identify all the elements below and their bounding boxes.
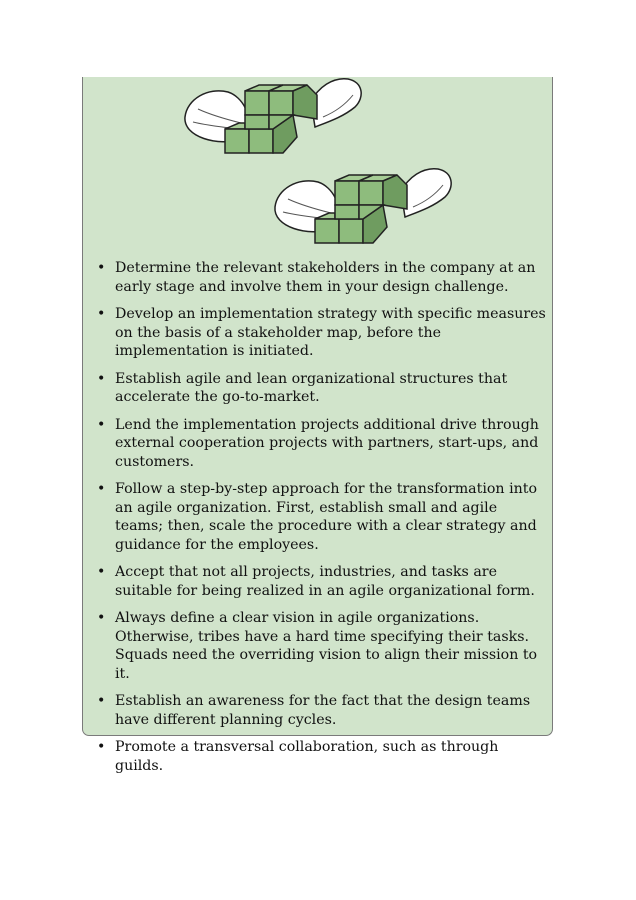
recommendations-list	[97, 259, 549, 784]
bullet-icon: •	[97, 306, 106, 322]
bullet-icon: •	[97, 481, 106, 497]
list-item	[97, 416, 549, 472]
bullet-icon: •	[97, 416, 106, 433]
list-item-text: Promote a transversal collaboration, such as through guilds.	[115, 739, 499, 774]
bullet-icon: •	[97, 370, 106, 387]
list-item-text: Lend the implementation projects additional drive through external cooperation projects with partners, start-ups, and customers.	[115, 416, 539, 470]
list-item	[97, 259, 549, 296]
list-item-text: Determine the relevant stakeholders in the company at an early stage and involve them in your design challenge.	[115, 260, 536, 295]
bullet-icon: •	[97, 610, 106, 626]
bullet-icon: •	[97, 564, 106, 580]
bullet-icon: •	[97, 739, 106, 755]
winged-cube-stack-icon	[275, 169, 451, 243]
list-item-text: Accept that not all projects, industries, and tasks are suitable for being realized in an agile organizational form.	[115, 564, 535, 599]
list-item-text: Establish agile and lean organizational structures that accelerate the go-to-market.	[115, 370, 508, 405]
list-item	[97, 738, 549, 775]
list-item	[97, 305, 549, 361]
tips-panel	[82, 77, 553, 774]
illustration	[83, 77, 554, 257]
list-item	[97, 563, 549, 600]
list-item	[97, 480, 549, 554]
list-item-text: Establish an awareness for the fact that the design teams have different planning cycles.	[115, 693, 531, 728]
list-item	[97, 609, 549, 683]
list-item-text: Develop an implementation strategy with specific measures on the basis of a stakeholder map, before the implementation is initiated.	[115, 306, 546, 359]
winged-cube-stack-icon	[185, 79, 361, 153]
bullet-icon: •	[97, 693, 106, 709]
bullet-icon: •	[97, 260, 106, 276]
list-item	[97, 692, 549, 729]
list-item-text: Follow a step-by-step approach for the transformation into an agile organization. First, establish small and agile teams; then, scale the procedure with a clear strategy and guidance for the employees.	[115, 481, 537, 553]
list-item-text: Always define a clear vision in agile organizations. Otherwise, tribes have a hard time specifying their tasks. Squads need the overriding vision to align their mission to it.	[115, 610, 538, 682]
list-item	[97, 370, 549, 407]
